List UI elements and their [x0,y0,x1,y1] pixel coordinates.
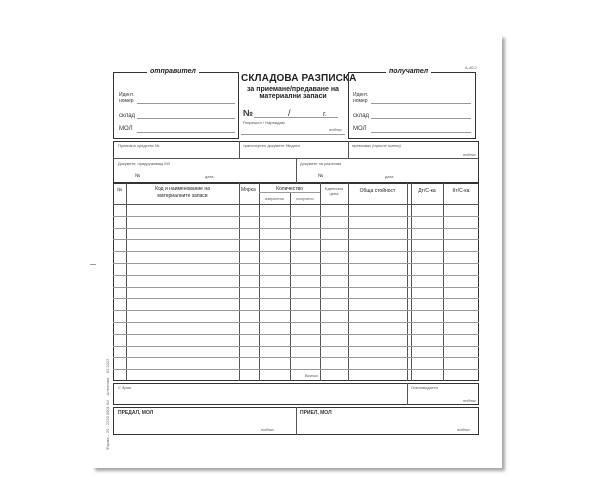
order-label: Разрешил / Нареждам [243,120,285,125]
receiver-mol-line [371,132,471,133]
handed-over-label: ПРЕДАЛ, МОЛ [118,410,154,416]
vehicle-label: Превозно средство № [118,143,160,148]
doc-left-label: Документ, придружаващ МЗ [118,161,171,166]
table-row [113,334,479,335]
header-debit: Дт/С-ка [418,188,436,194]
margin-print-line-2: Алтинова [105,377,110,396]
form-title: СКЛАДОВА РАЗПИСКА [241,73,357,84]
doc-right-label: Документ за различия [300,161,342,166]
order-line [241,134,345,135]
margin-print-line-3: 02.2022 [105,358,110,374]
doc-right-number: № [318,173,324,179]
header-quantity: Количество [276,186,303,192]
table-row [113,275,479,276]
documents-vdivider [296,158,297,183]
sender-mol-label: МОЛ [119,126,133,132]
table-row [113,346,479,347]
form-subtitle-line-2: материални запаси [259,93,327,101]
valuer-label: Оленоводител [411,385,439,390]
form-number-slash: / [288,108,291,118]
header-received: получено [296,196,314,201]
in-words-label: С думи [118,385,132,390]
doc-right-date: дата [385,174,394,179]
table-row [113,310,479,311]
col-line-2 [239,183,240,381]
table-row [113,369,479,370]
form-number-symbol: № [243,108,254,118]
valuer-signature-label: подпис [463,398,477,403]
quantity-subheader-line [259,192,320,193]
footer-handover-divider [296,407,297,435]
sender-warehouse-label: склад [119,113,136,119]
header-code [126,186,239,199]
doc-left-date: дата [205,174,214,179]
receiver-id-line [371,103,471,104]
header-code-line-1: Код и наименование на [155,186,210,192]
footer-words-divider [407,383,408,405]
header-credit: Кт/С-ка [452,188,470,194]
table-row [113,287,479,288]
form-subtitle-line-1: за приемане/предаване на [247,86,339,93]
warehouse-receipt-form [113,66,479,435]
receiver-id-label-2: номер [353,98,368,104]
sender-id-line [137,103,235,104]
sender-mol-line [137,132,235,133]
carrier-label-italic: (трите имена) [372,143,401,148]
receiver-box [348,72,476,139]
header-price-line-2: цена [329,191,339,197]
margin-print-line-1: Форма – 20 - 2220 0001 КИ [105,399,110,450]
table-row [113,239,479,240]
col-line-1 [126,183,127,381]
handed-signature-label: подпис [261,427,275,432]
receiver-mol-label: МОЛ [353,126,367,132]
table-row [113,216,479,217]
margin-print-info [105,359,110,450]
sender-id-label-2: номер [119,98,134,104]
table-row [113,357,479,358]
col-line-6 [348,183,349,381]
table-row [113,298,479,299]
header-price [320,186,348,196]
table-row [113,228,479,229]
header-no: № [117,187,123,193]
received-signature-label: подпис [457,427,471,432]
form-year-suffix: г. [323,111,327,118]
form-subtitle [239,86,347,101]
header-sent: изпратено [264,196,285,201]
header-price-line-1: Единична [324,186,344,191]
carrier-label-prefix: превозвач [352,143,373,148]
header-total: Обща стойност [359,188,396,194]
transport-vdivider-2 [348,141,349,158]
col-line-3 [259,183,260,381]
total-label: Всичко [305,373,319,378]
header-unit: Мярка [241,187,256,193]
doc-left-number: № [135,173,141,179]
order-signature-label: подпис [329,127,343,132]
sender-heading: отправител [147,68,199,75]
col-line-8 [411,183,412,381]
carrier-signature-label: подпис [463,152,477,157]
receiver-id-label: Идент. [353,92,369,98]
table-row [113,263,479,264]
table-row [113,251,479,252]
margin-tick [90,264,96,265]
col-line-5 [320,183,321,381]
carrier-label [352,144,401,148]
receiver-heading: получател [386,68,431,75]
items-table [113,183,479,381]
sender-warehouse-line [137,118,235,119]
form-code: А-40.2 [465,65,477,70]
table-row [113,322,479,323]
receiver-warehouse-label: склад [353,113,370,119]
header-code-line-2: материалните запаси [157,192,208,199]
col-line-9 [443,183,444,381]
col-line-7 [407,183,408,381]
received-label: ПРИЕЛ, МОЛ [300,410,332,416]
transport-doc-label: транспортен документ №/дата [243,143,300,148]
table-header-bottom [113,204,479,205]
receiver-warehouse-line [371,118,471,119]
sender-id-label: Идент. [119,92,135,98]
transport-vdivider-1 [239,141,240,158]
